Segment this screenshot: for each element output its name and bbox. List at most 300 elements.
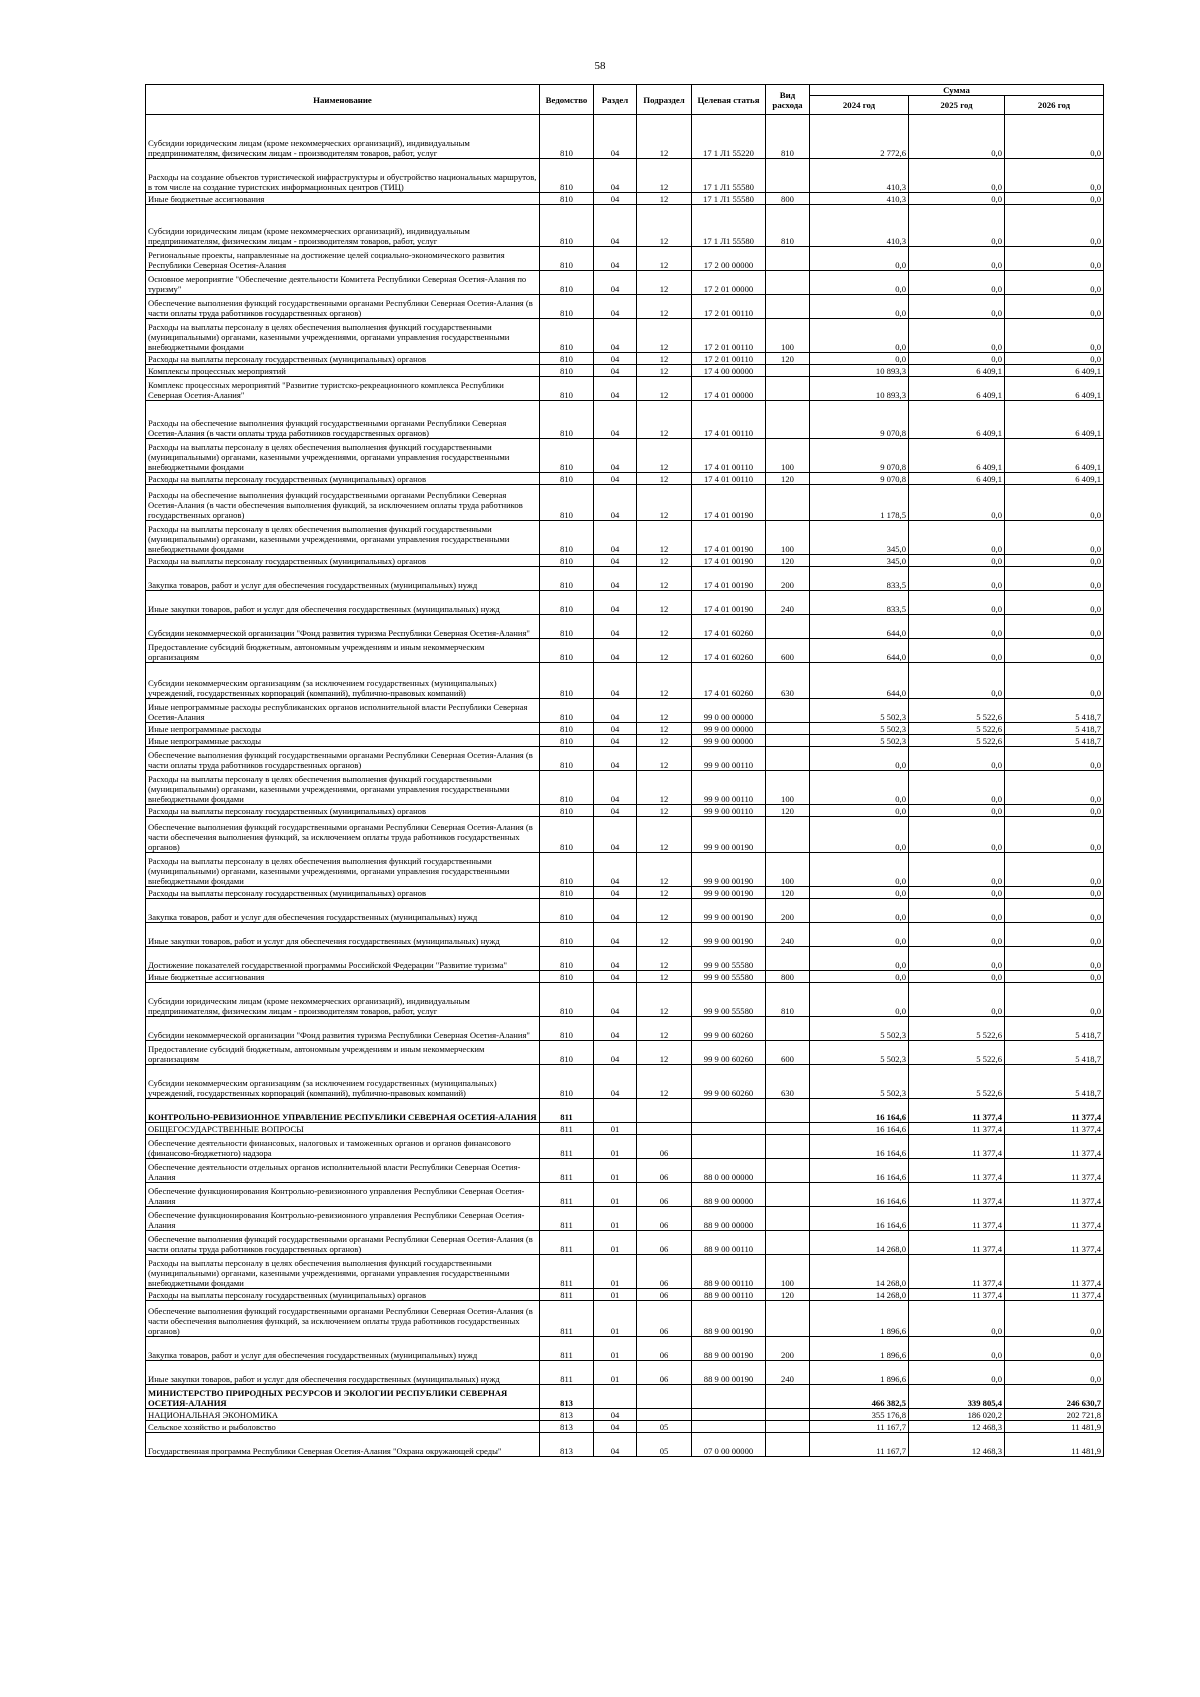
- cell-podrazdel: 12: [637, 699, 692, 723]
- cell-podrazdel: 12: [637, 1065, 692, 1099]
- cell-celevaya-statya: 99 9 00 00110: [692, 805, 766, 817]
- cell-sum-2026: 246 630,7: [1005, 1385, 1104, 1409]
- cell-podrazdel: 12: [637, 771, 692, 805]
- cell-razdel: 04: [594, 159, 637, 193]
- cell-podrazdel: 12: [637, 271, 692, 295]
- cell-razdel: 04: [594, 1065, 637, 1099]
- cell-name: Иные бюджетные ассигнования: [146, 193, 540, 205]
- cell-celevaya-statya: 99 9 00 55580: [692, 983, 766, 1017]
- cell-sum-2025: 0,0: [909, 615, 1005, 639]
- cell-vid-rashoda: [766, 1017, 810, 1041]
- cell-celevaya-statya: 17 4 01 60260: [692, 639, 766, 663]
- cell-podrazdel: 12: [637, 295, 692, 319]
- cell-vedomstvo: 810: [540, 473, 594, 485]
- table-row: [146, 639, 1104, 663]
- cell-vid-rashoda: [766, 1123, 810, 1135]
- cell-celevaya-statya: 17 4 01 00190: [692, 567, 766, 591]
- cell-sum-2025: 11 377,4: [909, 1123, 1005, 1135]
- table-row: [146, 853, 1104, 887]
- cell-celevaya-statya: 99 9 00 55580: [692, 947, 766, 971]
- cell-sum-2025: 6 409,1: [909, 439, 1005, 473]
- cell-razdel: 04: [594, 887, 637, 899]
- header-vid-rashoda: Вид расхода: [766, 85, 810, 115]
- cell-sum-2025: 0,0: [909, 663, 1005, 699]
- cell-celevaya-statya: 99 9 00 60260: [692, 1065, 766, 1099]
- cell-podrazdel: 12: [637, 747, 692, 771]
- cell-celevaya-statya: 99 9 00 00190: [692, 853, 766, 887]
- cell-sum-2026: 11 377,4: [1005, 1207, 1104, 1231]
- cell-celevaya-statya: 17 1 Л1 55580: [692, 205, 766, 247]
- cell-razdel: 04: [594, 115, 637, 159]
- table-row: [146, 319, 1104, 353]
- cell-celevaya-statya: 99 9 00 00190: [692, 817, 766, 853]
- cell-celevaya-statya: 17 1 Л1 55580: [692, 193, 766, 205]
- cell-name: ОБЩЕГОСУДАРСТВЕННЫЕ ВОПРОСЫ: [146, 1123, 540, 1135]
- cell-sum-2026: 0,0: [1005, 983, 1104, 1017]
- table-row: [146, 365, 1104, 377]
- table-row: [146, 1301, 1104, 1337]
- cell-podrazdel: 12: [637, 1041, 692, 1065]
- cell-sum-2026: 0,0: [1005, 521, 1104, 555]
- cell-podrazdel: 12: [637, 567, 692, 591]
- table-row: [146, 1135, 1104, 1159]
- cell-vid-rashoda: [766, 377, 810, 401]
- cell-razdel: 04: [594, 295, 637, 319]
- cell-podrazdel: 12: [637, 615, 692, 639]
- cell-razdel: 04: [594, 735, 637, 747]
- cell-vedomstvo: 813: [540, 1421, 594, 1433]
- cell-sum-2025: 0,0: [909, 747, 1005, 771]
- table-row: [146, 1337, 1104, 1361]
- cell-sum-2024: 9 070,8: [810, 473, 909, 485]
- cell-name: Иные закупки товаров, работ и услуг для обеспечения государственных (муниципальных) нужд: [146, 591, 540, 615]
- cell-name: Обеспечение выполнения функций государственными органами Республики Северная Осетия-Алания (в части обеспечения выполнения функций, за исключением оплаты труда работников государственных органов): [146, 817, 540, 853]
- cell-vid-rashoda: 100: [766, 521, 810, 555]
- cell-podrazdel: 12: [637, 853, 692, 887]
- cell-sum-2024: 16 164,6: [810, 1135, 909, 1159]
- table-row: [146, 555, 1104, 567]
- cell-vid-rashoda: 200: [766, 899, 810, 923]
- cell-sum-2026: 11 481,9: [1005, 1421, 1104, 1433]
- cell-vedomstvo: 813: [540, 1385, 594, 1409]
- cell-vid-rashoda: 800: [766, 193, 810, 205]
- cell-sum-2024: 1 896,6: [810, 1337, 909, 1361]
- cell-podrazdel: 12: [637, 663, 692, 699]
- cell-name: Расходы на выплаты персоналу в целях обеспечения выполнения функций государственными (муниципальными) органами, казенными учреждениями, органами управления государственными внебюджетными фондами: [146, 439, 540, 473]
- cell-sum-2026: 0,0: [1005, 247, 1104, 271]
- table-row: [146, 735, 1104, 747]
- cell-vedomstvo: 810: [540, 899, 594, 923]
- cell-sum-2024: 11 167,7: [810, 1421, 909, 1433]
- cell-sum-2025: 11 377,4: [909, 1099, 1005, 1123]
- cell-podrazdel: 12: [637, 353, 692, 365]
- header-2025: 2025 год: [909, 96, 1005, 115]
- cell-celevaya-statya: 99 9 00 00000: [692, 723, 766, 735]
- cell-vid-rashoda: [766, 365, 810, 377]
- table-row: [146, 887, 1104, 899]
- cell-vedomstvo: 810: [540, 295, 594, 319]
- cell-razdel: 04: [594, 723, 637, 735]
- cell-name: Сельское хозяйство и рыболовство: [146, 1421, 540, 1433]
- cell-name: Иные закупки товаров, работ и услуг для обеспечения государственных (муниципальных) нужд: [146, 1361, 540, 1385]
- cell-sum-2026: 11 481,9: [1005, 1433, 1104, 1457]
- cell-vedomstvo: 810: [540, 805, 594, 817]
- cell-razdel: 01: [594, 1183, 637, 1207]
- cell-razdel: 01: [594, 1255, 637, 1289]
- cell-podrazdel: 06: [637, 1135, 692, 1159]
- cell-vedomstvo: 810: [540, 971, 594, 983]
- cell-sum-2025: 0,0: [909, 521, 1005, 555]
- header-2026: 2026 год: [1005, 96, 1104, 115]
- cell-sum-2024: 644,0: [810, 663, 909, 699]
- cell-sum-2025: 0,0: [909, 947, 1005, 971]
- cell-podrazdel: 12: [637, 377, 692, 401]
- cell-podrazdel: 12: [637, 591, 692, 615]
- cell-name: Обеспечение выполнения функций государственными органами Республики Северная Осетия-Алания (в части оплаты труда работников государственных органов): [146, 295, 540, 319]
- cell-sum-2024: 0,0: [810, 899, 909, 923]
- cell-celevaya-statya: [692, 1123, 766, 1135]
- cell-podrazdel: 05: [637, 1421, 692, 1433]
- cell-vid-rashoda: [766, 401, 810, 439]
- cell-sum-2026: 0,0: [1005, 159, 1104, 193]
- cell-razdel: 04: [594, 271, 637, 295]
- cell-vedomstvo: 810: [540, 205, 594, 247]
- cell-celevaya-statya: [692, 1421, 766, 1433]
- cell-sum-2025: 11 377,4: [909, 1183, 1005, 1207]
- cell-name: Субсидии некоммерческим организациям (за исключением государственных (муниципальных) учреждений, государственных корпораций (компаний), публично-правовых компаний): [146, 1065, 540, 1099]
- cell-sum-2024: 345,0: [810, 555, 909, 567]
- cell-name: Расходы на выплаты персоналу государственных (муниципальных) органов: [146, 1289, 540, 1301]
- table-row: [146, 591, 1104, 615]
- cell-sum-2025: 0,0: [909, 159, 1005, 193]
- cell-vid-rashoda: [766, 247, 810, 271]
- cell-vedomstvo: 811: [540, 1183, 594, 1207]
- cell-sum-2025: 0,0: [909, 923, 1005, 947]
- cell-sum-2025: 5 522,6: [909, 723, 1005, 735]
- cell-name: Иные закупки товаров, работ и услуг для обеспечения государственных (муниципальных) нужд: [146, 923, 540, 947]
- cell-vedomstvo: 810: [540, 723, 594, 735]
- table-row: [146, 923, 1104, 947]
- cell-sum-2026: 0,0: [1005, 591, 1104, 615]
- cell-razdel: [594, 1385, 637, 1409]
- cell-vedomstvo: 810: [540, 193, 594, 205]
- cell-vedomstvo: 811: [540, 1123, 594, 1135]
- cell-razdel: 04: [594, 247, 637, 271]
- cell-sum-2024: 1 178,5: [810, 485, 909, 521]
- cell-sum-2025: 0,0: [909, 983, 1005, 1017]
- cell-podrazdel: 12: [637, 887, 692, 899]
- table-row: [146, 1231, 1104, 1255]
- cell-sum-2025: 0,0: [909, 485, 1005, 521]
- cell-name: Комплекс процессных мероприятий "Развитие туристско-рекреационного комплекса Республики Северная Осетия-Алания": [146, 377, 540, 401]
- cell-name: Обеспечение выполнения функций государственными органами Республики Северная Осетия-Алания (в части оплаты труда работников государственных органов): [146, 1231, 540, 1255]
- cell-razdel: 04: [594, 1409, 637, 1421]
- cell-razdel: 04: [594, 971, 637, 983]
- cell-sum-2024: 1 896,6: [810, 1361, 909, 1385]
- cell-name: Предоставление субсидий бюджетным, автономным учреждениям и иным некоммерческим организациям: [146, 639, 540, 663]
- cell-sum-2026: 5 418,7: [1005, 699, 1104, 723]
- cell-name: Закупка товаров, работ и услуг для обеспечения государственных (муниципальных) нужд: [146, 1337, 540, 1361]
- cell-sum-2026: 6 409,1: [1005, 401, 1104, 439]
- cell-name: Региональные проекты, направленные на достижение целей социально-экономического развития Республики Северная Осетия-Алания: [146, 247, 540, 271]
- table-row: [146, 1159, 1104, 1183]
- cell-name: Расходы на выплаты персоналу государственных (муниципальных) органов: [146, 473, 540, 485]
- cell-vedomstvo: 810: [540, 615, 594, 639]
- cell-sum-2026: 0,0: [1005, 1337, 1104, 1361]
- cell-sum-2024: 14 268,0: [810, 1289, 909, 1301]
- cell-vedomstvo: 810: [540, 983, 594, 1017]
- cell-sum-2024: 11 167,7: [810, 1433, 909, 1457]
- cell-name: Иные непрограммные расходы: [146, 723, 540, 735]
- cell-sum-2026: 11 377,4: [1005, 1289, 1104, 1301]
- table-row: [146, 439, 1104, 473]
- cell-razdel: 04: [594, 401, 637, 439]
- cell-sum-2026: 0,0: [1005, 1301, 1104, 1337]
- table-row: [146, 1017, 1104, 1041]
- table-row: [146, 159, 1104, 193]
- cell-vedomstvo: 810: [540, 567, 594, 591]
- table-row: [146, 817, 1104, 853]
- cell-sum-2026: 0,0: [1005, 567, 1104, 591]
- cell-celevaya-statya: [692, 1385, 766, 1409]
- cell-celevaya-statya: 17 1 Л1 55220: [692, 115, 766, 159]
- cell-vid-rashoda: [766, 1183, 810, 1207]
- cell-name: Субсидии юридическим лицам (кроме некоммерческих организаций), индивидуальным предпринимателям, физическим лицам - производителям товаров, работ, услуг: [146, 205, 540, 247]
- cell-vedomstvo: 813: [540, 1433, 594, 1457]
- cell-vid-rashoda: 630: [766, 1065, 810, 1099]
- cell-sum-2026: 11 377,4: [1005, 1159, 1104, 1183]
- cell-sum-2026: 0,0: [1005, 271, 1104, 295]
- cell-name: Расходы на выплаты персоналу в целях обеспечения выполнения функций государственными (муниципальными) органами, казенными учреждениями, органами управления государственными внебюджетными фондами: [146, 853, 540, 887]
- cell-sum-2025: 11 377,4: [909, 1289, 1005, 1301]
- cell-vid-rashoda: 810: [766, 205, 810, 247]
- cell-celevaya-statya: 88 9 00 00000: [692, 1207, 766, 1231]
- cell-sum-2024: 0,0: [810, 271, 909, 295]
- cell-podrazdel: 12: [637, 983, 692, 1017]
- cell-vid-rashoda: 600: [766, 639, 810, 663]
- cell-celevaya-statya: 17 4 01 00190: [692, 591, 766, 615]
- cell-name: Достижение показателей государственной программы Российской Федерации "Развитие туризма": [146, 947, 540, 971]
- cell-razdel: 04: [594, 1017, 637, 1041]
- cell-sum-2026: 11 377,4: [1005, 1183, 1104, 1207]
- cell-vedomstvo: 811: [540, 1289, 594, 1301]
- cell-celevaya-statya: [692, 1135, 766, 1159]
- cell-razdel: 04: [594, 377, 637, 401]
- cell-name: Государственная программа Республики Северная Осетия-Алания "Охрана окружающей среды": [146, 1433, 540, 1457]
- cell-razdel: 04: [594, 473, 637, 485]
- cell-vedomstvo: 810: [540, 591, 594, 615]
- cell-razdel: 04: [594, 947, 637, 971]
- cell-sum-2026: 0,0: [1005, 319, 1104, 353]
- cell-sum-2025: 0,0: [909, 295, 1005, 319]
- cell-name: Предоставление субсидий бюджетным, автономным учреждениям и иным некоммерческим организациям: [146, 1041, 540, 1065]
- cell-sum-2025: 0,0: [909, 193, 1005, 205]
- cell-vedomstvo: 810: [540, 555, 594, 567]
- cell-vid-rashoda: 120: [766, 555, 810, 567]
- cell-name: Иные непрограммные расходы республиканских органов исполнительной власти Республики Северная Осетия-Алания: [146, 699, 540, 723]
- cell-vid-rashoda: [766, 1433, 810, 1457]
- cell-name: Расходы на выплаты персоналу в целях обеспечения выполнения функций государственными (муниципальными) органами, казенными учреждениями, органами управления государственными внебюджетными фондами: [146, 1255, 540, 1289]
- cell-sum-2026: 11 377,4: [1005, 1135, 1104, 1159]
- cell-razdel: 01: [594, 1123, 637, 1135]
- cell-vedomstvo: 810: [540, 639, 594, 663]
- cell-razdel: 04: [594, 521, 637, 555]
- cell-celevaya-statya: 99 9 00 00190: [692, 923, 766, 947]
- cell-sum-2025: 6 409,1: [909, 365, 1005, 377]
- header-vedomstvo: Ведомство: [540, 85, 594, 115]
- cell-razdel: 04: [594, 747, 637, 771]
- cell-vid-rashoda: 800: [766, 971, 810, 983]
- cell-podrazdel: 12: [637, 555, 692, 567]
- cell-sum-2026: 202 721,8: [1005, 1409, 1104, 1421]
- cell-name: Обеспечение функционирования Контрольно-ревизионного управления Республики Северная Осетия-Алания: [146, 1207, 540, 1231]
- cell-sum-2026: 0,0: [1005, 853, 1104, 887]
- cell-sum-2024: 0,0: [810, 971, 909, 983]
- cell-vid-rashoda: [766, 271, 810, 295]
- cell-celevaya-statya: 17 2 00 00000: [692, 247, 766, 271]
- table-row: [146, 663, 1104, 699]
- cell-vedomstvo: 811: [540, 1135, 594, 1159]
- cell-vedomstvo: 810: [540, 521, 594, 555]
- cell-sum-2025: 11 377,4: [909, 1255, 1005, 1289]
- table-row: [146, 899, 1104, 923]
- cell-celevaya-statya: 17 1 Л1 55580: [692, 159, 766, 193]
- cell-podrazdel: 12: [637, 401, 692, 439]
- cell-podrazdel: 12: [637, 193, 692, 205]
- cell-name: Обеспечение функционирования Контрольно-ревизионного управления Республики Северная Осетия-Алания: [146, 1183, 540, 1207]
- cell-sum-2026: 0,0: [1005, 663, 1104, 699]
- cell-sum-2024: 0,0: [810, 771, 909, 805]
- cell-vid-rashoda: [766, 1409, 810, 1421]
- cell-sum-2025: 0,0: [909, 817, 1005, 853]
- cell-name: Субсидии некоммерческим организациям (за исключением государственных (муниципальных) учреждений, государственных корпораций (компаний), публично-правовых компаний): [146, 663, 540, 699]
- cell-celevaya-statya: 17 2 01 00110: [692, 353, 766, 365]
- table-row: [146, 1123, 1104, 1135]
- cell-sum-2024: 644,0: [810, 615, 909, 639]
- cell-sum-2026: 6 409,1: [1005, 365, 1104, 377]
- cell-name: Обеспечение выполнения функций государственными органами Республики Северная Осетия-Алания (в части обеспечения выполнения функций, за исключением оплаты труда работников государственных органов): [146, 1301, 540, 1337]
- cell-sum-2025: 0,0: [909, 205, 1005, 247]
- cell-razdel: 04: [594, 439, 637, 473]
- cell-sum-2024: 14 268,0: [810, 1231, 909, 1255]
- cell-sum-2025: 0,0: [909, 805, 1005, 817]
- cell-sum-2025: 0,0: [909, 971, 1005, 983]
- cell-celevaya-statya: 99 9 00 60260: [692, 1041, 766, 1065]
- cell-vedomstvo: 810: [540, 747, 594, 771]
- cell-vedomstvo: 810: [540, 663, 594, 699]
- cell-sum-2024: 0,0: [810, 805, 909, 817]
- cell-sum-2026: 0,0: [1005, 295, 1104, 319]
- cell-sum-2026: 6 409,1: [1005, 473, 1104, 485]
- cell-celevaya-statya: 88 9 00 00000: [692, 1183, 766, 1207]
- cell-vid-rashoda: [766, 735, 810, 747]
- cell-sum-2024: 5 502,3: [810, 1065, 909, 1099]
- cell-sum-2025: 0,0: [909, 1361, 1005, 1385]
- cell-razdel: 04: [594, 591, 637, 615]
- table-header: [146, 85, 1104, 115]
- cell-name: Комплексы процессных мероприятий: [146, 365, 540, 377]
- cell-sum-2024: 16 164,6: [810, 1183, 909, 1207]
- cell-vedomstvo: 810: [540, 247, 594, 271]
- cell-sum-2025: 11 377,4: [909, 1159, 1005, 1183]
- cell-podrazdel: [637, 1385, 692, 1409]
- cell-vid-rashoda: 100: [766, 771, 810, 805]
- cell-podrazdel: 12: [637, 521, 692, 555]
- cell-sum-2025: 11 377,4: [909, 1207, 1005, 1231]
- cell-sum-2025: 0,0: [909, 353, 1005, 365]
- cell-sum-2025: 0,0: [909, 1301, 1005, 1337]
- cell-sum-2024: 1 896,6: [810, 1301, 909, 1337]
- cell-podrazdel: 12: [637, 485, 692, 521]
- cell-sum-2024: 410,3: [810, 205, 909, 247]
- cell-sum-2024: 0,0: [810, 923, 909, 947]
- cell-sum-2024: 833,5: [810, 567, 909, 591]
- cell-podrazdel: 12: [637, 639, 692, 663]
- cell-vedomstvo: 810: [540, 853, 594, 887]
- cell-sum-2024: 5 502,3: [810, 1041, 909, 1065]
- cell-sum-2024: 0,0: [810, 747, 909, 771]
- table-row: [146, 1255, 1104, 1289]
- table-row: [146, 1421, 1104, 1433]
- cell-name: Расходы на выплаты персоналу государственных (муниципальных) органов: [146, 887, 540, 899]
- cell-sum-2024: 466 382,5: [810, 1385, 909, 1409]
- cell-podrazdel: 06: [637, 1289, 692, 1301]
- table-row: [146, 193, 1104, 205]
- cell-vedomstvo: 811: [540, 1231, 594, 1255]
- table-row: [146, 247, 1104, 271]
- cell-razdel: 04: [594, 1421, 637, 1433]
- cell-celevaya-statya: 99 9 00 00110: [692, 771, 766, 805]
- cell-sum-2024: 5 502,3: [810, 1017, 909, 1041]
- cell-sum-2026: 0,0: [1005, 887, 1104, 899]
- cell-sum-2025: 0,0: [909, 555, 1005, 567]
- cell-name: Иные бюджетные ассигнования: [146, 971, 540, 983]
- table-row: [146, 1433, 1104, 1457]
- cell-vedomstvo: 811: [540, 1301, 594, 1337]
- cell-sum-2024: 644,0: [810, 639, 909, 663]
- cell-vid-rashoda: 810: [766, 115, 810, 159]
- cell-razdel: 04: [594, 567, 637, 591]
- cell-razdel: 04: [594, 771, 637, 805]
- cell-name: Обеспечение деятельности финансовых, налоговых и таможенных органов и органов финансового (финансово-бюджетного) надзора: [146, 1135, 540, 1159]
- table-row: [146, 971, 1104, 983]
- cell-sum-2025: 0,0: [909, 567, 1005, 591]
- cell-vid-rashoda: [766, 1231, 810, 1255]
- cell-vedomstvo: 810: [540, 159, 594, 193]
- cell-vid-rashoda: 810: [766, 983, 810, 1017]
- cell-celevaya-statya: 07 0 00 00000: [692, 1433, 766, 1457]
- cell-razdel: 04: [594, 663, 637, 699]
- cell-razdel: 04: [594, 555, 637, 567]
- cell-vid-rashoda: 100: [766, 439, 810, 473]
- cell-celevaya-statya: 17 4 01 00110: [692, 439, 766, 473]
- cell-podrazdel: 12: [637, 805, 692, 817]
- table-row: [146, 401, 1104, 439]
- header-name: Наименование: [146, 85, 540, 115]
- table-row: [146, 473, 1104, 485]
- cell-sum-2026: 0,0: [1005, 899, 1104, 923]
- cell-vid-rashoda: [766, 1207, 810, 1231]
- cell-vedomstvo: 810: [540, 485, 594, 521]
- cell-podrazdel: 12: [637, 159, 692, 193]
- cell-celevaya-statya: 99 9 00 00190: [692, 887, 766, 899]
- table-row: [146, 521, 1104, 555]
- cell-sum-2026: 0,0: [1005, 205, 1104, 247]
- cell-name: Закупка товаров, работ и услуг для обеспечения государственных (муниципальных) нужд: [146, 899, 540, 923]
- cell-name: Расходы на выплаты персоналу в целях обеспечения выполнения функций государственными (муниципальными) органами, казенными учреждениями, органами управления государственными внебюджетными фондами: [146, 521, 540, 555]
- cell-podrazdel: 06: [637, 1301, 692, 1337]
- cell-celevaya-statya: [692, 1099, 766, 1123]
